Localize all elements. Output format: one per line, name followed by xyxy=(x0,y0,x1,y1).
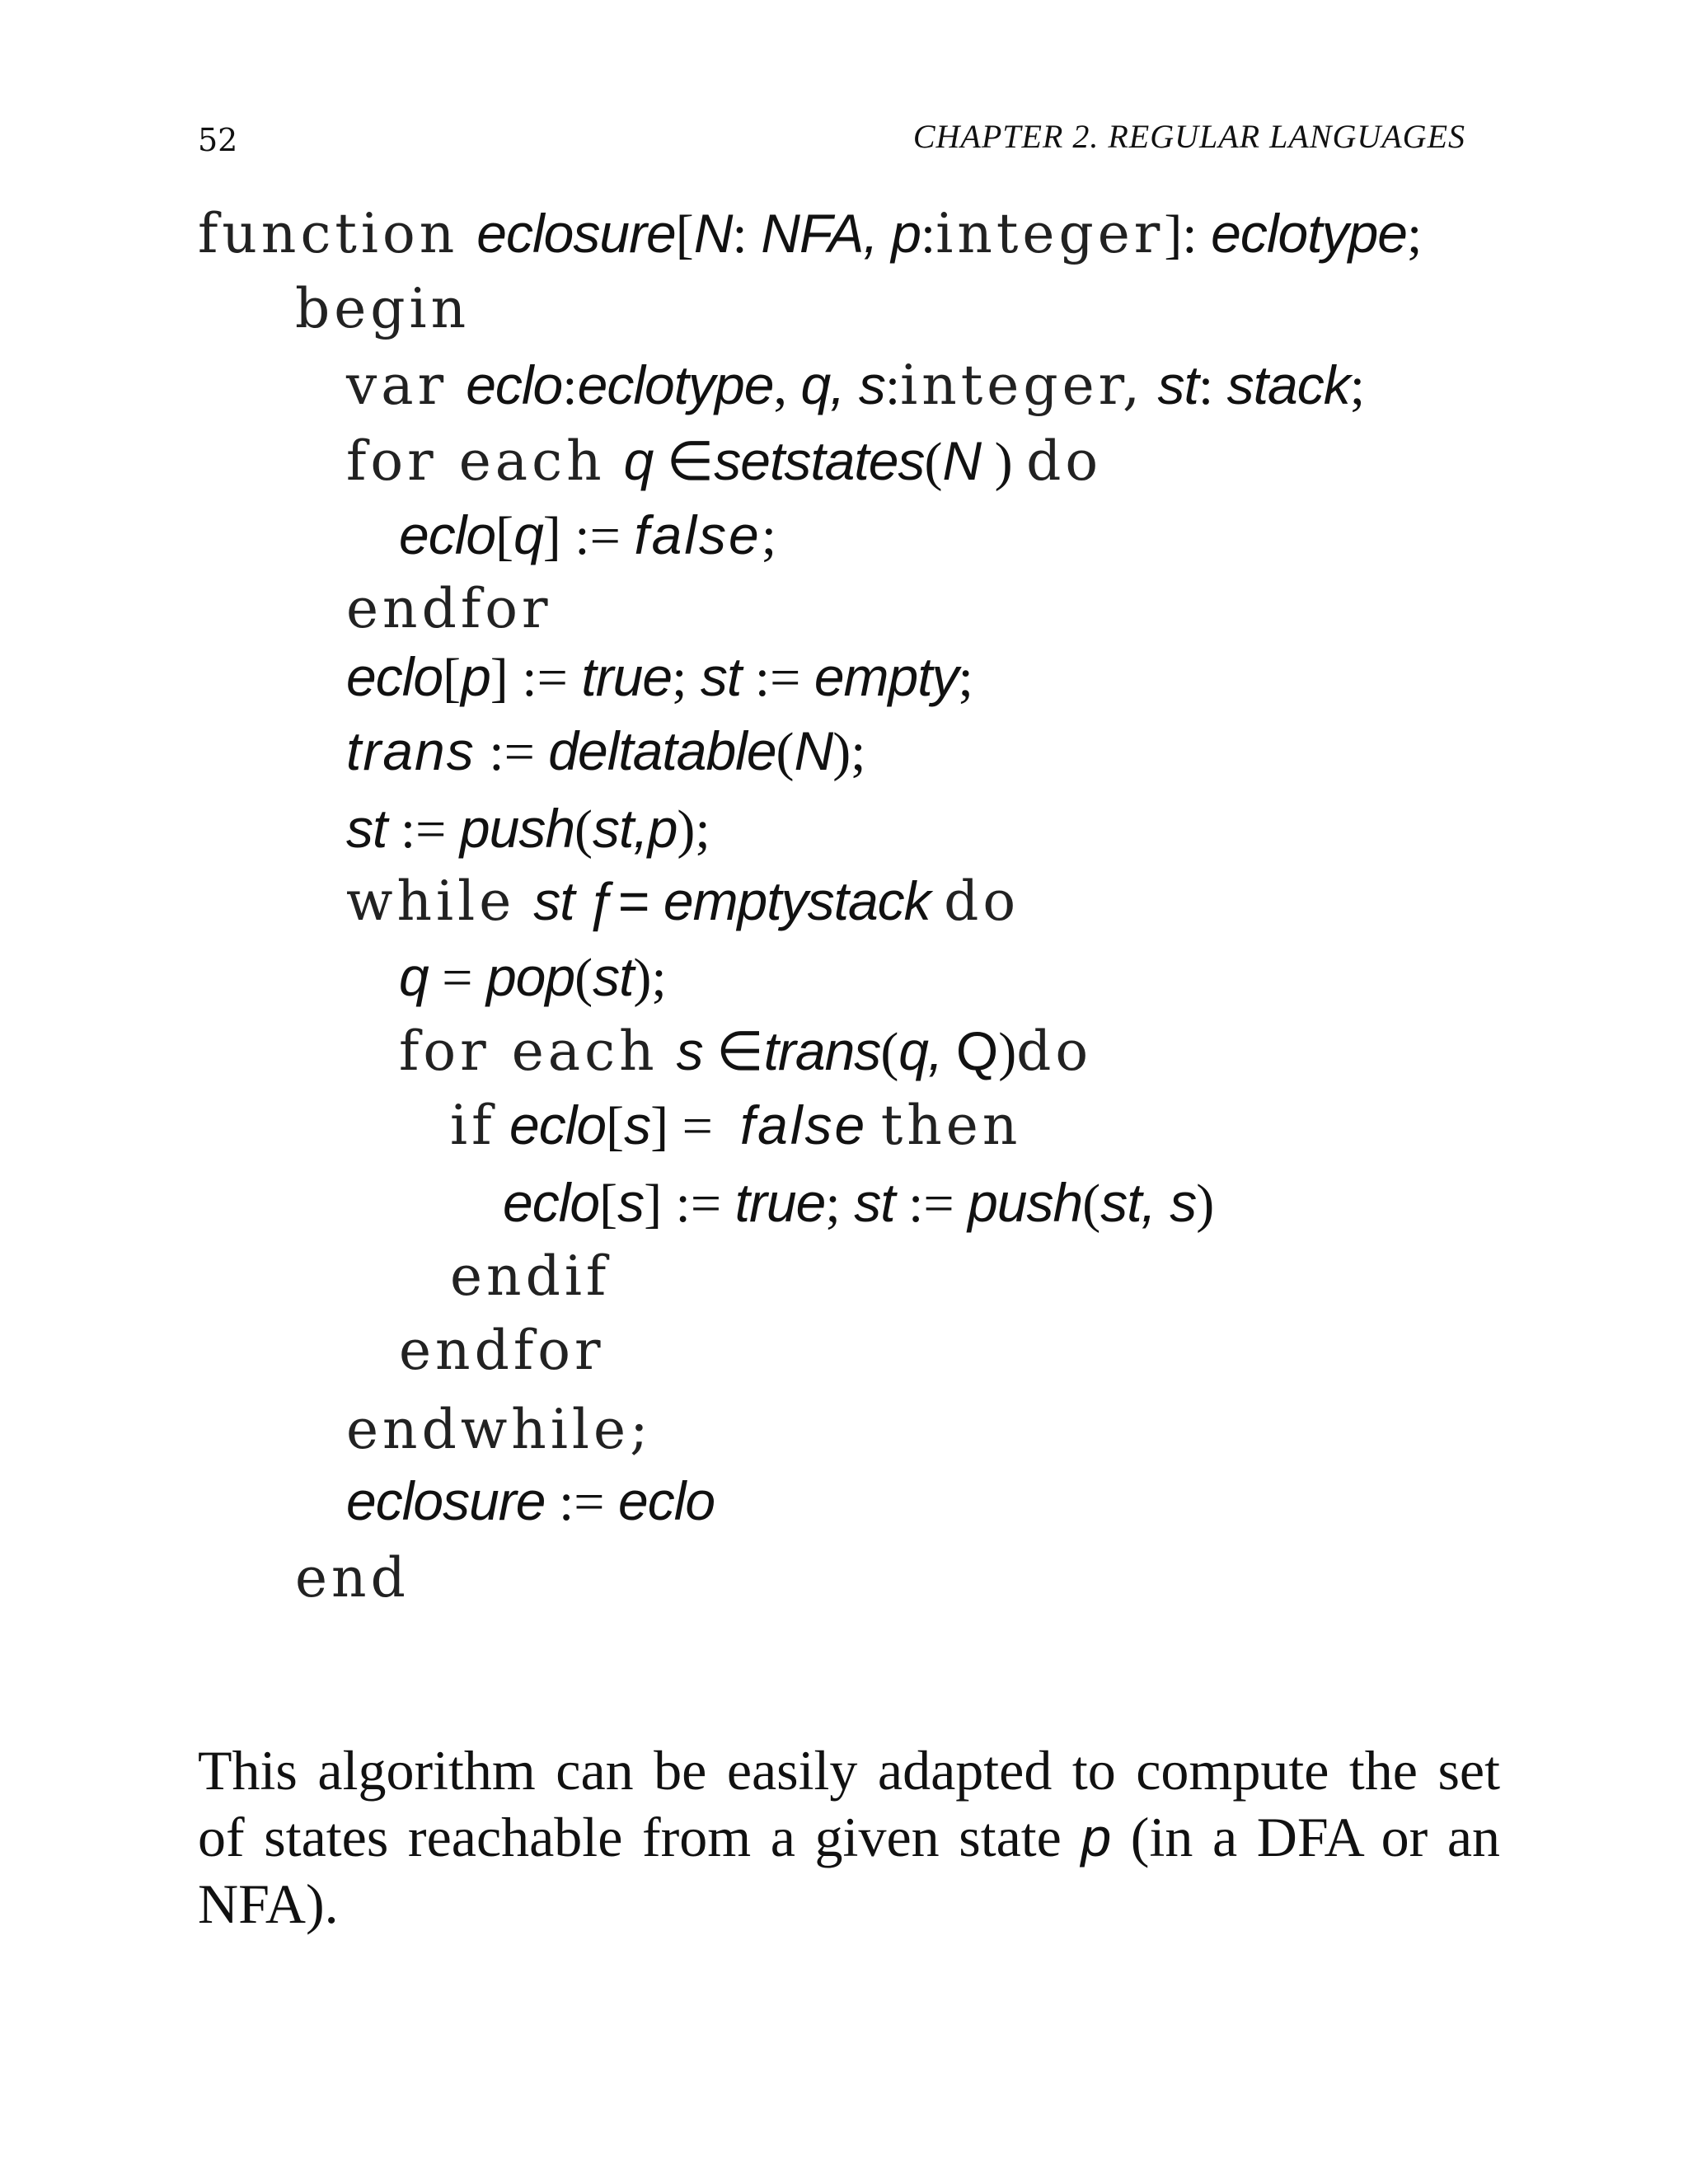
code-line-endwhile xyxy=(346,1398,653,1461)
code-line-eclo-q-false xyxy=(399,504,777,566)
semicolon: ; xyxy=(825,1174,841,1234)
code-line-if xyxy=(450,1094,1022,1157)
keyword-then: then xyxy=(880,1094,1022,1157)
code-line-while xyxy=(346,869,1020,933)
page-number: 52 xyxy=(198,122,238,158)
equals-operator: = xyxy=(682,1096,713,1156)
var-st: st xyxy=(346,798,387,859)
colon: : xyxy=(920,204,936,265)
epsilon-symbol: Q xyxy=(955,1020,999,1081)
function-name: eclosure xyxy=(346,1470,546,1531)
param-n: N xyxy=(693,203,733,264)
var-s: s xyxy=(624,1094,651,1155)
semicolon: ; xyxy=(1349,356,1366,416)
keyword-endfor: endfor xyxy=(399,1319,605,1382)
keyword-if: if xyxy=(450,1094,496,1157)
code-line-end xyxy=(295,1546,410,1610)
paren-close: ) xyxy=(1196,1174,1215,1234)
paren-open: ( xyxy=(574,799,593,860)
assign-operator: := xyxy=(522,648,568,708)
var-eclo: eclo xyxy=(509,1094,607,1155)
body-paragraph xyxy=(198,1737,1500,1938)
not-equal-symbol: ƒ= xyxy=(588,870,650,931)
bracket-close: ] xyxy=(542,506,561,566)
param-n: N xyxy=(942,430,982,491)
keyword-endfor: endfor xyxy=(346,577,552,640)
code-line-var xyxy=(346,354,1366,417)
var-eclo: eclo xyxy=(618,1470,715,1531)
fn-push: push xyxy=(968,1172,1083,1233)
paren-open: ( xyxy=(880,1022,899,1082)
running-head: CHAPTER 2. REGULAR LANGUAGES xyxy=(912,118,1465,155)
paren-close: ); xyxy=(633,948,667,1008)
code-line-for-each-q xyxy=(346,429,1103,493)
var-p: p xyxy=(1081,1807,1112,1868)
keyword-do: do xyxy=(1016,1019,1093,1083)
var-st: st xyxy=(700,646,742,707)
fn-pop: pop xyxy=(485,946,575,1007)
bracket: [ xyxy=(675,204,694,265)
code-line-endfor xyxy=(346,577,552,640)
var-st: st xyxy=(854,1172,895,1233)
keyword-do: do xyxy=(944,869,1020,933)
var-st: st xyxy=(533,870,574,931)
paren-open: ( xyxy=(776,722,795,782)
var-st: st xyxy=(593,946,634,1007)
keyword-endif: endif xyxy=(450,1244,611,1308)
param-p: p xyxy=(461,646,490,707)
var-q: q xyxy=(623,430,654,491)
var-eclo: eclo xyxy=(503,1172,600,1233)
var-trans: trans xyxy=(346,720,476,781)
colon: : xyxy=(562,356,578,416)
var-q: q xyxy=(399,946,429,1007)
var-s: s xyxy=(676,1020,703,1081)
keyword-endwhile: endwhile; xyxy=(346,1398,653,1461)
code-line-trans xyxy=(346,720,866,782)
var-s: s xyxy=(617,1172,645,1233)
colon: : xyxy=(884,356,901,416)
keyword-for-each: for each xyxy=(346,429,606,493)
fn-setstates: setstates xyxy=(714,430,925,491)
trans-args: q, xyxy=(898,1020,943,1081)
keyword-while: while xyxy=(346,869,516,933)
bracket: [ xyxy=(495,506,514,566)
paren-open: ( xyxy=(924,432,943,492)
keyword-function: function xyxy=(198,202,459,265)
push-args: st, s xyxy=(1100,1172,1197,1233)
fn-trans: trans xyxy=(763,1020,881,1081)
assign-operator: := xyxy=(754,648,801,708)
keyword-var: var xyxy=(346,354,448,417)
assign-operator: := xyxy=(675,1174,722,1234)
value-empty: empty xyxy=(814,646,959,707)
code-line-endif xyxy=(450,1244,611,1308)
colon: : xyxy=(1198,356,1214,416)
keyword-end: end xyxy=(295,1546,410,1610)
paren-close: ); xyxy=(832,722,866,782)
keyword-begin: begin xyxy=(295,277,471,340)
assign-operator: := xyxy=(400,799,447,860)
paragraph-text-end: (in a DFA or an NFA). xyxy=(198,1806,1501,1935)
value-emptystack: emptystack xyxy=(663,870,931,931)
var-st: st xyxy=(1157,354,1198,415)
return-type: eclotype xyxy=(1211,203,1407,264)
element-of-symbol: ∈ xyxy=(666,430,715,491)
code-line-endfor-inner xyxy=(399,1319,605,1382)
type-integer: integer, xyxy=(900,354,1144,417)
code-line-function xyxy=(198,202,1423,265)
assign-operator: := xyxy=(574,506,621,566)
bracket: [ xyxy=(599,1174,618,1234)
keyword-do: do xyxy=(1026,429,1103,493)
fn-push: push xyxy=(459,798,575,859)
type-integer: integer xyxy=(935,202,1165,265)
code-line-push-p xyxy=(346,798,710,860)
paren-close: ) xyxy=(994,432,1013,492)
var-eclo: eclo xyxy=(346,646,443,707)
semicolon: ; xyxy=(1406,204,1423,265)
fn-deltatable: deltatable xyxy=(548,720,776,781)
var-q-s: q, s xyxy=(800,354,885,415)
code-line-eclo-p-true xyxy=(346,646,973,708)
colon: : xyxy=(732,204,748,265)
param-p: p xyxy=(891,203,921,264)
bracket-close: ]: xyxy=(1164,204,1198,265)
push-args: st,p xyxy=(593,798,678,859)
paren-open: ( xyxy=(574,948,593,1008)
paragraph-text: This algorithm can be easily adapted to compute the set of states reachable from a given state xyxy=(198,1739,1500,1868)
bracket-close: ] xyxy=(650,1096,669,1156)
value-false: false xyxy=(634,504,762,565)
semicolon: ; xyxy=(761,506,777,566)
value-true: true xyxy=(734,1172,826,1233)
code-line-for-each-s xyxy=(399,1019,1093,1083)
paren-close: ) xyxy=(998,1022,1017,1082)
keyword-for-each: for each xyxy=(399,1019,659,1083)
equals-operator: = xyxy=(442,948,473,1008)
code-line-pop xyxy=(399,946,667,1008)
bracket-close: ] xyxy=(490,648,509,708)
code-line-begin xyxy=(295,277,471,340)
var-eclo: eclo xyxy=(466,354,563,415)
semicolon: ; xyxy=(672,648,687,708)
type-eclotype: eclotype xyxy=(577,354,774,415)
value-true: true xyxy=(581,646,673,707)
bracket-close: ] xyxy=(644,1174,663,1234)
comma: , xyxy=(773,356,787,416)
paren-open: ( xyxy=(1082,1174,1101,1234)
var-q: q xyxy=(513,504,543,565)
code-line-return xyxy=(346,1470,715,1532)
code-line-push-s xyxy=(503,1172,1215,1234)
assign-operator: := xyxy=(908,1174,954,1234)
bracket: [ xyxy=(443,648,462,708)
assign-operator: := xyxy=(558,1472,605,1532)
param-n: N xyxy=(794,720,833,781)
type-nfa: NFA, xyxy=(761,203,878,264)
function-name: eclosure xyxy=(476,203,676,264)
var-eclo: eclo xyxy=(399,504,496,565)
element-of-symbol: ∈ xyxy=(716,1020,764,1081)
type-stack: stack xyxy=(1226,354,1350,415)
semicolon: ; xyxy=(958,648,973,708)
assign-operator: := xyxy=(489,722,535,782)
value-false: false xyxy=(739,1094,868,1155)
bracket: [ xyxy=(606,1096,625,1156)
paren-close: ); xyxy=(677,799,710,860)
